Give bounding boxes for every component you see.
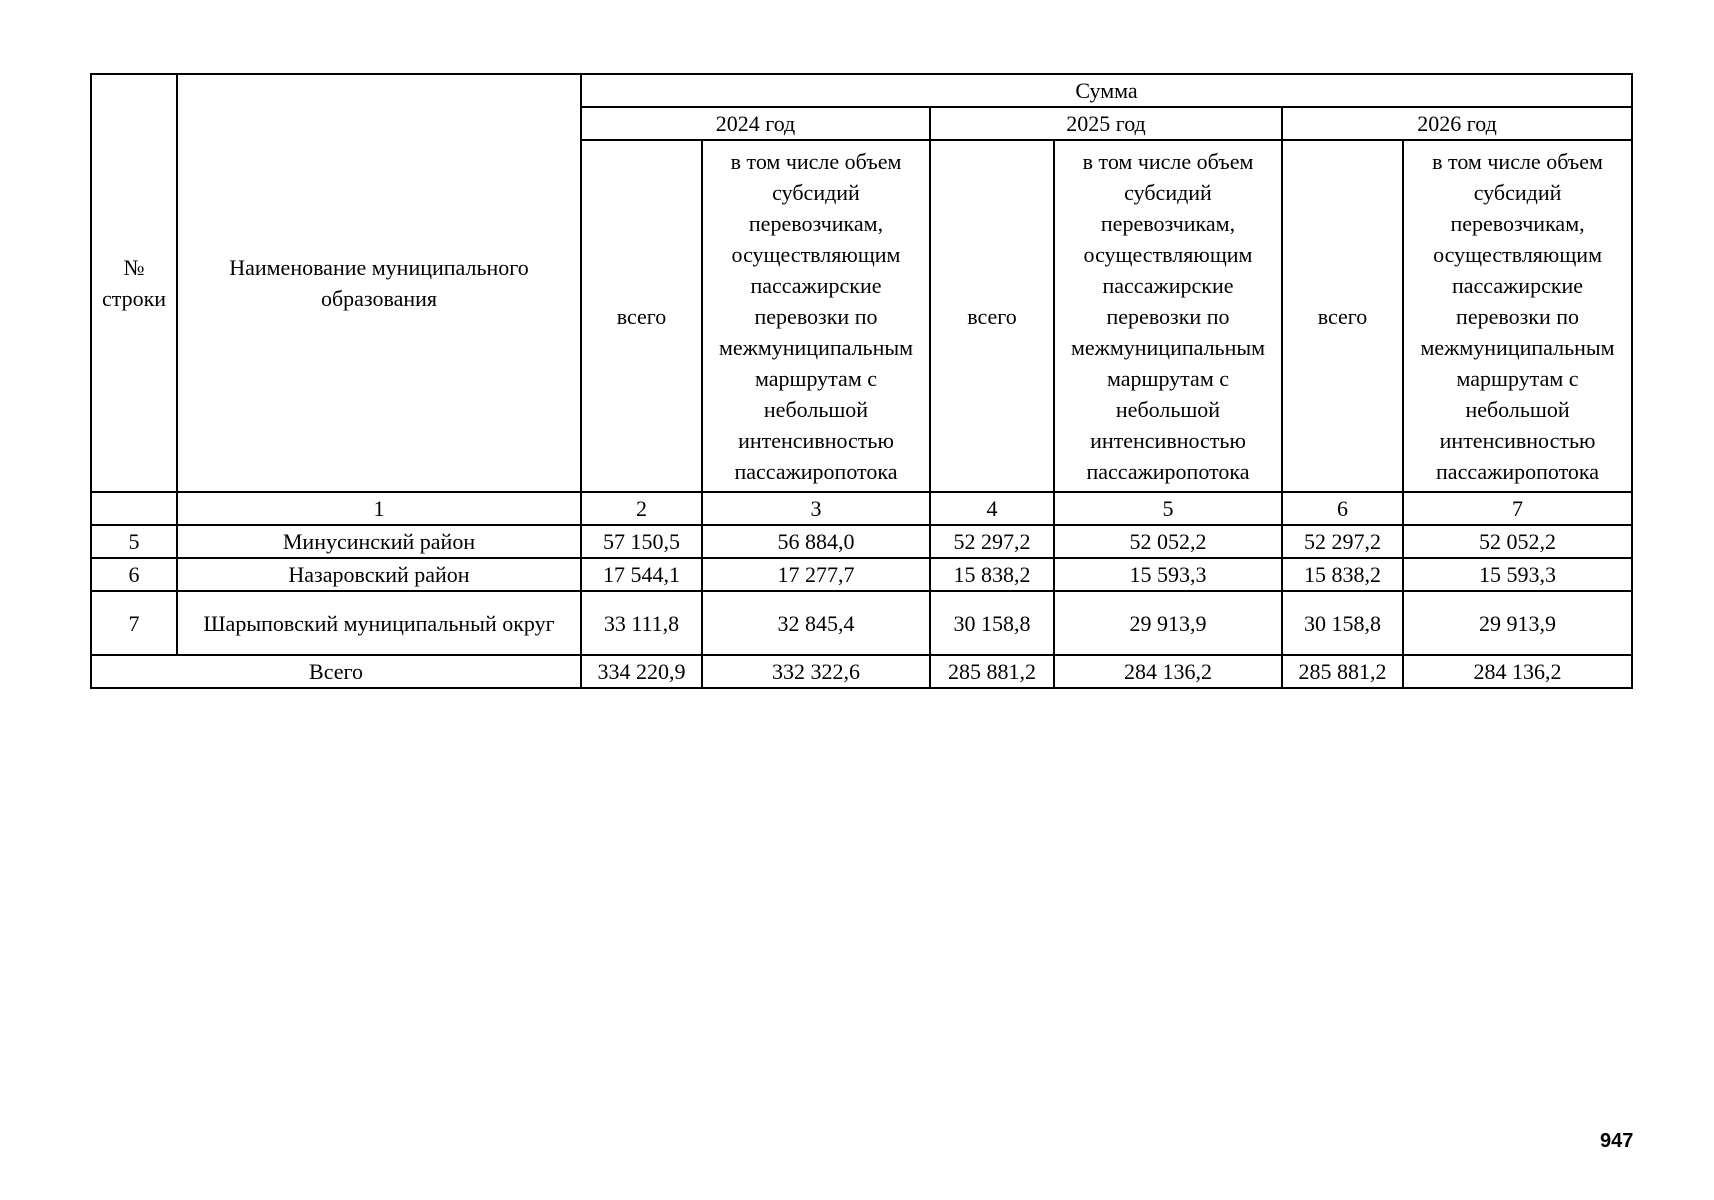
subsidy-table: [90, 73, 1633, 689]
row-number: 6: [91, 558, 177, 591]
header-total-2024: всего: [581, 140, 702, 492]
total-value: 332 322,6: [702, 655, 930, 688]
column-number: 2: [581, 492, 702, 525]
value-cell: 15 838,2: [1282, 558, 1403, 591]
table-row: [91, 591, 1632, 655]
header-total-2026: всего: [1282, 140, 1403, 492]
value-cell: 29 913,9: [1403, 591, 1632, 655]
header-subsidy-2024: в том числе объем субсидий перевозчикам, осуществляющим пассажирские перевозки по межмуниципальным маршрутам с небольшой интенсивностью пассажиропотока: [702, 140, 930, 492]
page-number: 947: [1600, 1130, 1634, 1152]
value-cell: 52 297,2: [930, 525, 1054, 558]
column-number: 7: [1403, 492, 1632, 525]
value-cell: 15 838,2: [930, 558, 1054, 591]
municipality-name: Шарыповский муниципальный округ: [177, 591, 581, 655]
value-cell: 17 277,7: [702, 558, 930, 591]
header-row-number: № строки: [91, 74, 177, 492]
total-value: 285 881,2: [1282, 655, 1403, 688]
value-cell: 30 158,8: [930, 591, 1054, 655]
total-value: 284 136,2: [1054, 655, 1282, 688]
table-row: [91, 558, 1632, 591]
value-cell: 17 544,1: [581, 558, 702, 591]
value-cell: 30 158,8: [1282, 591, 1403, 655]
header-year-2025: 2025 год: [930, 107, 1282, 140]
municipality-name: Назаровский район: [177, 558, 581, 591]
column-number: 1: [177, 492, 581, 525]
table-row: [91, 525, 1632, 558]
header-year-2024: 2024 год: [581, 107, 930, 140]
column-number: 6: [1282, 492, 1403, 525]
total-row: [91, 655, 1632, 688]
column-number-row: [91, 492, 1632, 525]
value-cell: 52 297,2: [1282, 525, 1403, 558]
header-row-sum: [91, 74, 1632, 107]
value-cell: 29 913,9: [1054, 591, 1282, 655]
header-subsidy-2025: в том числе объем субсидий перевозчикам, осуществляющим пассажирские перевозки по межмуниципальным маршрутам с небольшой интенсивностью пассажиропотока: [1054, 140, 1282, 492]
value-cell: 52 052,2: [1054, 525, 1282, 558]
header-subsidy-2026: в том числе объем субсидий перевозчикам, осуществляющим пассажирские перевозки по межмуниципальным маршрутам с небольшой интенсивностью пассажиропотока: [1403, 140, 1632, 492]
municipality-name: Минусинский район: [177, 525, 581, 558]
total-label: Всего: [91, 655, 581, 688]
total-value: 284 136,2: [1403, 655, 1632, 688]
header-sum: Сумма: [581, 74, 1632, 107]
total-value: 285 881,2: [930, 655, 1054, 688]
header-total-2025: всего: [930, 140, 1054, 492]
value-cell: 56 884,0: [702, 525, 930, 558]
value-cell: 15 593,3: [1054, 558, 1282, 591]
value-cell: 57 150,5: [581, 525, 702, 558]
value-cell: 33 111,8: [581, 591, 702, 655]
value-cell: 32 845,4: [702, 591, 930, 655]
column-number: 4: [930, 492, 1054, 525]
column-number-empty: [91, 492, 177, 525]
header-municipality-name: Наименование муниципального образования: [177, 74, 581, 492]
column-number: 3: [702, 492, 930, 525]
row-number: 5: [91, 525, 177, 558]
value-cell: 52 052,2: [1403, 525, 1632, 558]
header-year-2026: 2026 год: [1282, 107, 1632, 140]
value-cell: 15 593,3: [1403, 558, 1632, 591]
total-value: 334 220,9: [581, 655, 702, 688]
row-number: 7: [91, 591, 177, 655]
column-number: 5: [1054, 492, 1282, 525]
